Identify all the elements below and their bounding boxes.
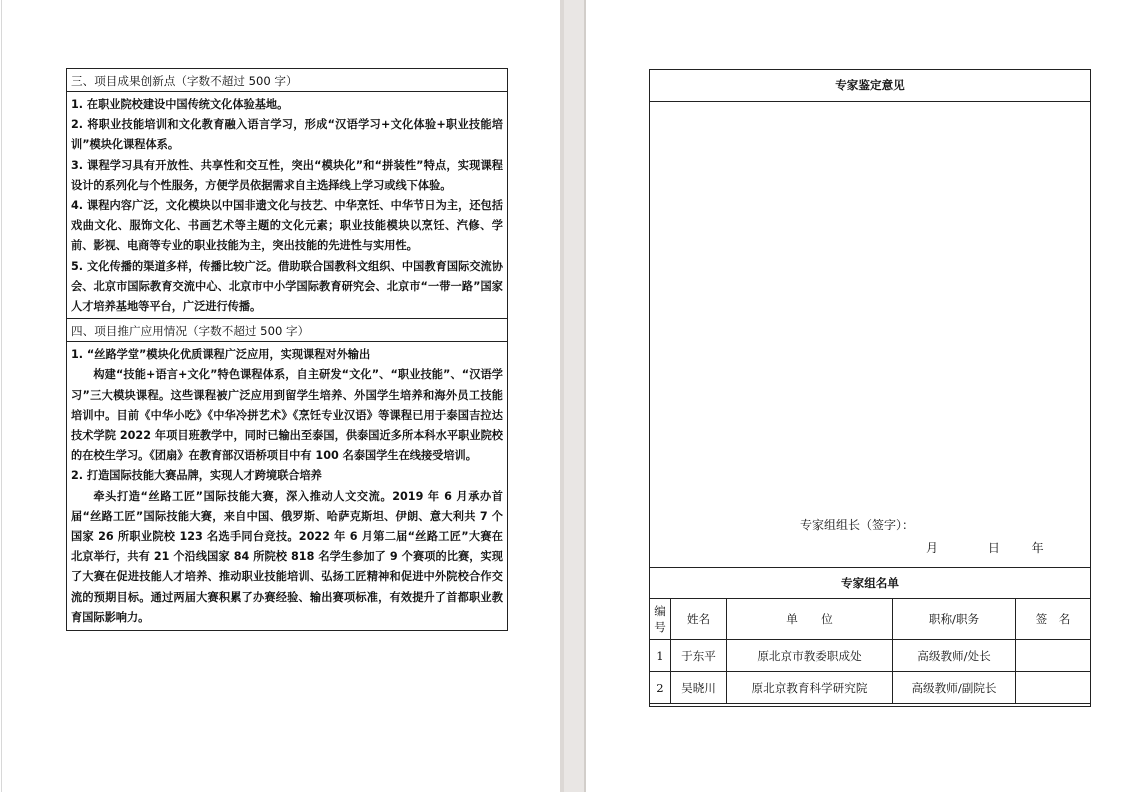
row-sign[interactable] <box>1016 672 1091 704</box>
section3-heading: 三、项目成果创新点（字数不超过 500 字） <box>67 69 507 92</box>
expert-table <box>650 599 1090 704</box>
table-row <box>650 672 1090 704</box>
header-no-top: 编 <box>654 604 666 618</box>
expert-opinion-form <box>649 69 1091 707</box>
opinion-area <box>650 102 1090 568</box>
date-year: 年 <box>1031 541 1044 555</box>
row-title: 高级教师/处长 <box>893 640 1016 672</box>
row-no: 2 <box>650 672 671 704</box>
section3-body <box>67 92 507 319</box>
date-day: 日 <box>987 541 1000 555</box>
row-sign[interactable] <box>1016 640 1091 672</box>
row-unit: 原北京教育科学研究院 <box>727 672 893 704</box>
row-name: 吴晓川 <box>671 672 727 704</box>
header-name: 姓名 <box>671 599 727 640</box>
section4-p2-title: 2. 打造国际技能大赛品牌，实现人才跨境联合培养 <box>71 469 322 483</box>
row-unit: 原北京市教委职成处 <box>727 640 893 672</box>
row-no: 1 <box>650 640 671 672</box>
header-no-bottom: 号 <box>654 620 666 634</box>
row-name: 于东平 <box>671 640 727 672</box>
table-header-row <box>650 599 1090 640</box>
section3-item: 2. 将职业技能培训和文化教育融入语言学习，形成“汉语学习+文化体验+职业技能培训”模块化课程体系。 <box>71 118 503 152</box>
section3-item: 5. 文化传播的渠道多样，传播比较广泛。借助联合国教科文组织、中国教育国际交流协会、北京市国际教育交流中心、北京市中小学国际教育研究会、北京市“一带一路”国家人才培养基地等平台，广泛进行传播。 <box>71 259 503 314</box>
section4-p1-body: 构建“技能+语言+文化”特色课程体系，自主研发“文化”、“职业技能”、“汉语学习”三大模块课程。这些课程被广泛应用到留学生培养、外国学生培养和海外员工技能培训中。目前《中华小吃》《中华冷拼艺术》《烹饪专业汉语》等课程已用于泰国吉拉达技术学院 2022 年项目班教学中，同时已输出至泰国，供泰国近多所本科水平职业院校的在校生学习。《团扇》在教育部汉语桥项目中有 100 名泰国学生在线接受培训。 <box>71 368 503 463</box>
achievement-table <box>66 68 508 631</box>
header-title: 职称/职务 <box>893 599 1016 640</box>
header-unit: 单 位 <box>727 599 893 640</box>
expert-list-title: 专家组名单 <box>650 568 1090 599</box>
section3-item: 4. 课程内容广泛，文化模块以中国非遗文化与技艺、中华烹饪、中华节日为主，还包括戏曲文化、服饰文化、书画艺术等主题的文化元素；职业技能模块以烹饪、汽修、学前、影视、电商等专业的职业技能为主，突出技能的先进性与实用性。 <box>71 199 503 253</box>
section4-p1-title: 1. “丝路学堂”模块化优质课程广泛应用，实现课程对外输出 <box>71 348 371 362</box>
signature-label: 专家组组长（签字）： <box>800 518 915 532</box>
row-title: 高级教师/副院长 <box>893 672 1016 704</box>
section4-p2-body: 牵头打造“丝路工匠”国际技能大赛，深入推动人文交流。2019 年 6 月承办首届“丝路工匠”国际技能大赛，来自中国、俄罗斯、哈萨克斯坦、伊朗、意大利共 7 个国家 26 所职业院校 123 名选手同台竞技。2022 年 6 月第二届“丝路工匠”大赛在北京举行，共有 21 个沿线国家 84 所院校 818 名学生参加了 9 个赛项的比赛，实现了大赛在促进技能人才培养、推动职业技能培训、弘扬工匠精神和促进中外院校合作交流的预期目标。通过两届大赛积累了办赛经验、输出赛项标准，有效提升了首都职业教育国际影响力。 <box>71 489 503 624</box>
date-line <box>926 539 1044 556</box>
header-no <box>650 599 671 640</box>
date-month: 月 <box>926 541 939 555</box>
left-page <box>0 0 560 792</box>
page-gutter <box>560 0 586 792</box>
page-edge <box>1 0 2 792</box>
section3-item: 3. 课程学习具有开放性、共享性和交互性，突出“模块化”和“拼装性”特点，实现课程设计的系列化与个性服务，方便学员依据需求自主选择线上学习或线下体验。 <box>71 158 503 192</box>
section4-body <box>67 342 507 630</box>
table-row <box>650 640 1090 672</box>
section3-item: 1. 在职业院校建设中国传统文化体验基地。 <box>71 98 289 111</box>
opinion-title: 专家鉴定意见 <box>650 70 1090 102</box>
header-sign: 签 名 <box>1016 599 1091 640</box>
gutter-shade <box>560 0 564 792</box>
section4-heading: 四、项目推广应用情况（字数不超过 500 字） <box>67 319 507 342</box>
